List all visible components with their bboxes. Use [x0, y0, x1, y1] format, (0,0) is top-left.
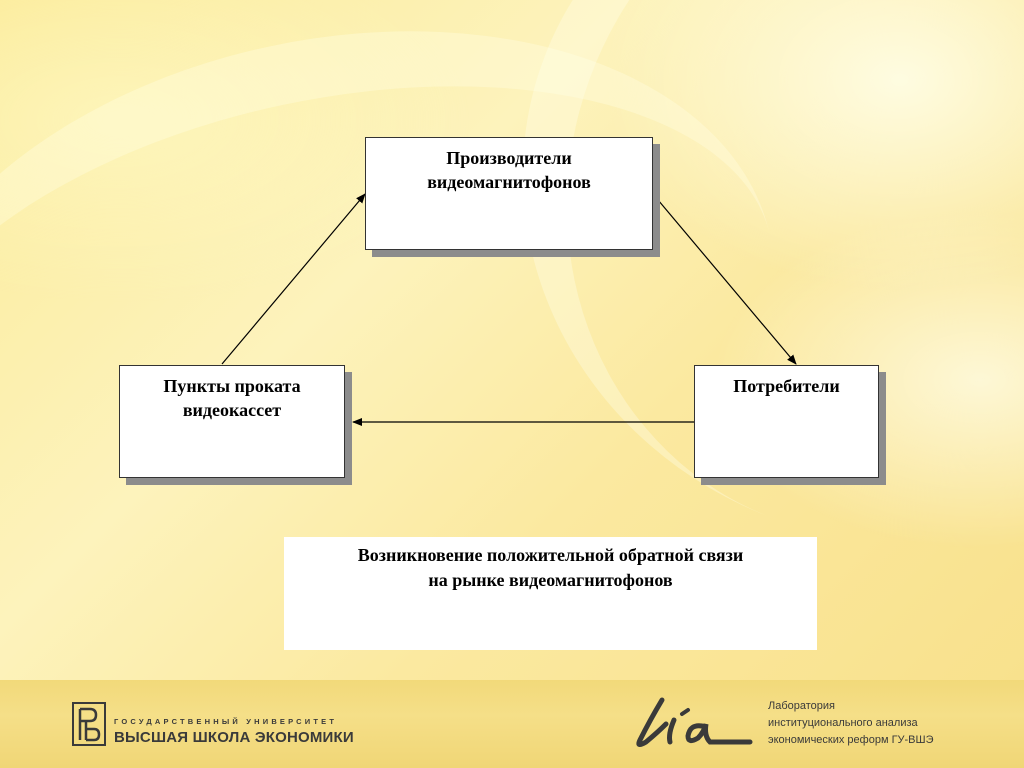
lia-logo-icon	[632, 696, 754, 752]
caption-line2: на рынке видеомагнитофонов	[428, 570, 673, 590]
rentals-label-line2: видеокассет	[182, 400, 282, 420]
lab-name-line1: Лаборатория	[768, 700, 835, 712]
lab-name-line3: экономических реформ ГУ-ВШЭ	[768, 734, 934, 746]
producers-box	[365, 137, 653, 250]
lab-name	[768, 698, 1018, 749]
rentals-box	[119, 365, 345, 478]
hse-logo-icon	[72, 702, 106, 746]
arrow-producers-to-consumers	[653, 194, 796, 364]
hse-name-line1: ГОСУДАРСТВЕННЫЙ УНИВЕРСИТЕТ	[114, 717, 338, 726]
producers-label-line2: видеомагнитофонов	[427, 172, 591, 192]
hse-name-line2: ВЫСШАЯ ШКОЛА ЭКОНОМИКИ	[114, 729, 354, 746]
producers-label-line1: Производители	[446, 148, 572, 168]
rentals-label-line1: Пункты проката	[163, 376, 301, 396]
consumers-label: Потребители	[733, 376, 840, 396]
lab-name-line2: институционального анализа	[768, 717, 918, 729]
caption-box	[284, 537, 817, 650]
arrow-rentals-to-producers	[222, 194, 365, 364]
caption-line1: Возникновение положительной обратной связи	[357, 545, 744, 565]
consumers-box	[694, 365, 879, 478]
